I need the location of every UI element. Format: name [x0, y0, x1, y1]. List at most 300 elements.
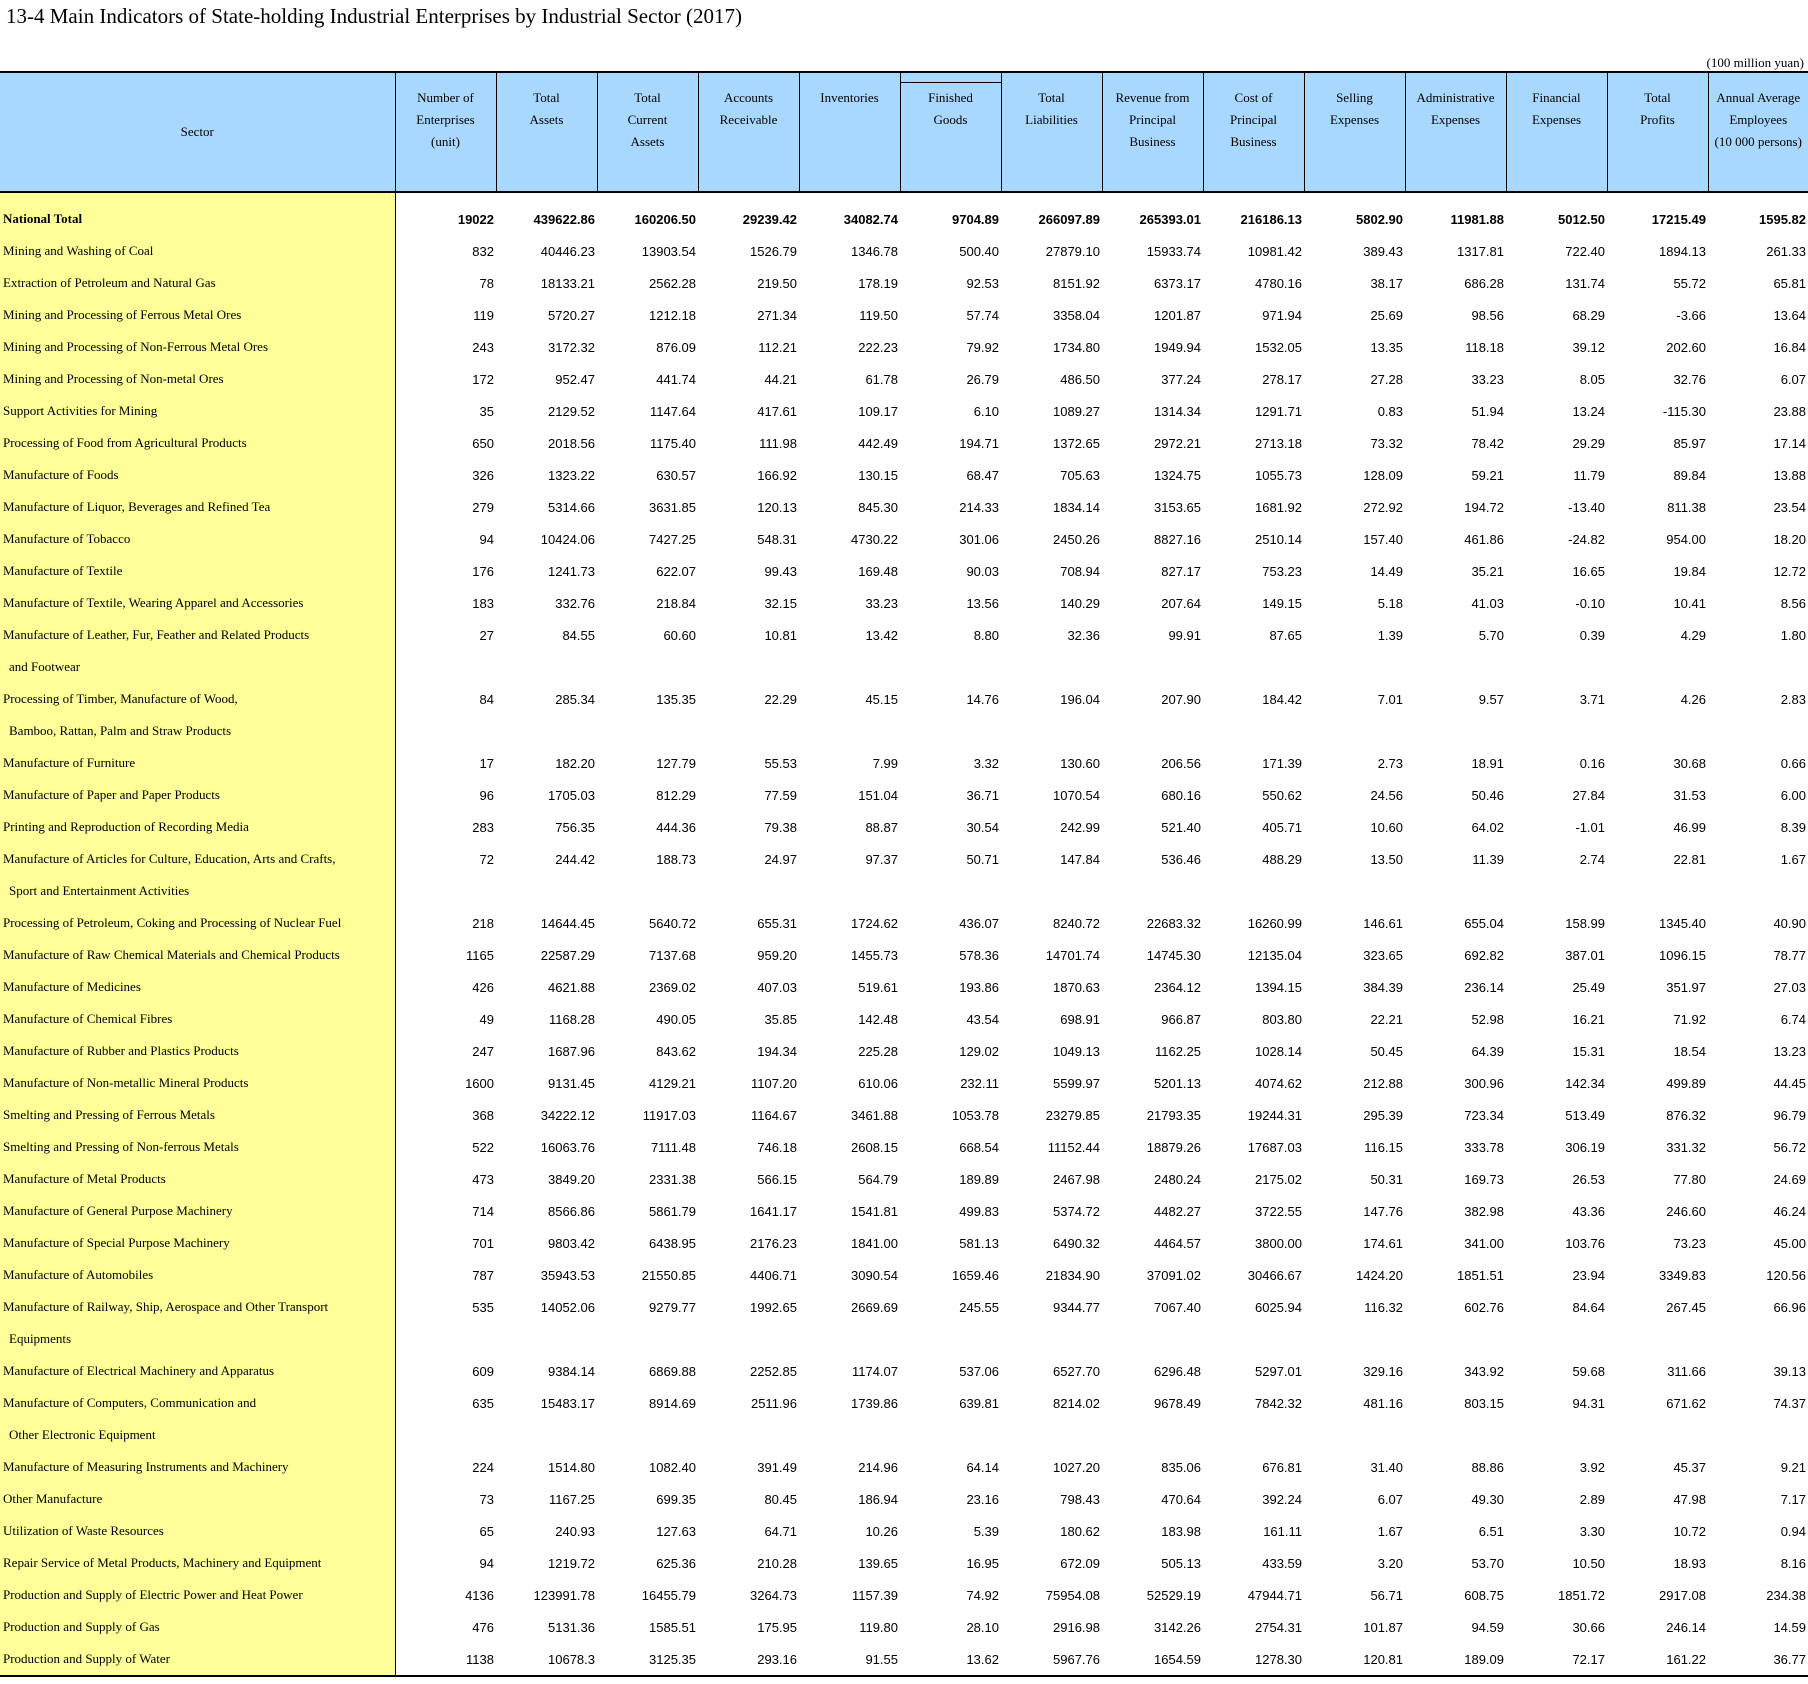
value-cell-inventories: 1455.73 [851, 947, 898, 963]
value-cell-selling: 147.76 [1363, 1203, 1403, 1219]
value-cell-receivable: 80.45 [764, 1491, 797, 1507]
value-cell-current_assets: 1585.51 [649, 1619, 696, 1635]
value-cell-inventories [799, 651, 900, 683]
sector-name: Manufacture of Non-metallic Mineral Products [0, 1067, 395, 1099]
table-row [0, 747, 1808, 779]
value-cell-inventories: 2608.15 [851, 1139, 898, 1155]
value-cell-current_assets: 490.05 [656, 1011, 696, 1027]
value-cell-financial: 142.34 [1565, 1075, 1605, 1091]
value-cell-admin: 382.98 [1464, 1203, 1504, 1219]
value-cell-revenue: 8827.16 [1154, 531, 1201, 547]
value-cell-total_assets: 1168.28 [548, 1011, 595, 1027]
column-header-line: Annual Average [1716, 90, 1801, 105]
value-cell-receivable: 271.34 [757, 307, 797, 323]
value-cell-liabilities: 27879.10 [1045, 243, 1100, 259]
table-body [0, 192, 1808, 1676]
value-cell-cost [1203, 715, 1304, 747]
value-cell-enterprises: 787 [472, 1267, 494, 1283]
value-cell-revenue: 7067.40 [1154, 1299, 1201, 1315]
value-cell-admin: 461.86 [1464, 531, 1504, 547]
value-cell-enterprises: 283 [472, 819, 494, 835]
value-cell-revenue: 1949.94 [1154, 339, 1201, 355]
table-row [0, 235, 1808, 267]
indicators-table [0, 71, 1808, 1677]
value-cell-enterprises: 535 [472, 1299, 494, 1315]
value-cell-receivable: 44.21 [764, 371, 797, 387]
value-cell-profits: -3.66 [1676, 307, 1706, 323]
table-row [0, 1067, 1808, 1099]
value-cell-profits: 351.97 [1666, 979, 1706, 995]
value-cell-admin: 608.75 [1464, 1587, 1504, 1603]
value-cell-total_assets: 240.93 [555, 1523, 595, 1539]
table-row [0, 1515, 1808, 1547]
value-cell-receivable: 10.81 [764, 627, 797, 643]
value-cell-selling: 10.60 [1370, 819, 1403, 835]
value-cell-admin: 5.70 [1478, 627, 1504, 643]
value-cell-liabilities: 14701.74 [1045, 947, 1100, 963]
value-cell-total_assets: 285.34 [555, 691, 595, 707]
value-cell-liabilities: 672.09 [1060, 1555, 1100, 1571]
value-cell-current_assets: 188.73 [656, 851, 696, 867]
value-cell-receivable: 548.31 [757, 531, 797, 547]
value-cell-inventories: 34082.74 [843, 211, 898, 227]
value-cell-financial: 94.31 [1572, 1395, 1605, 1411]
value-cell-enterprises: 609 [472, 1363, 494, 1379]
value-cell-finished_goods: 57.74 [966, 307, 999, 323]
column-header-line: Total [533, 90, 560, 105]
value-cell-employees: 6.07 [1780, 371, 1806, 387]
value-cell-cost: 3800.00 [1255, 1235, 1302, 1251]
value-cell-revenue: 37091.02 [1146, 1267, 1201, 1283]
value-cell-revenue: 99.91 [1168, 627, 1201, 643]
sector-name: Sport and Entertainment Activities [0, 875, 395, 907]
value-cell-inventories: 4730.22 [851, 531, 898, 547]
continuation-row [0, 1419, 1808, 1451]
value-cell-finished_goods: 668.54 [959, 1139, 999, 1155]
value-cell-revenue: 3142.26 [1154, 1619, 1201, 1635]
value-cell-financial: 306.19 [1565, 1139, 1605, 1155]
table-row [0, 1547, 1808, 1579]
value-cell-current_assets: 21550.85 [641, 1267, 696, 1283]
value-cell-admin: 11.39 [1472, 851, 1504, 867]
value-cell-receivable: 22.29 [764, 691, 797, 707]
value-cell-profits: 161.22 [1607, 1643, 1708, 1676]
value-cell-profits: 4.26 [1680, 691, 1706, 707]
sector-name: Manufacture of Measuring Instruments and Machinery [0, 1451, 395, 1483]
value-cell-receivable: 111.98 [759, 435, 797, 451]
value-cell-total_assets [496, 1419, 597, 1451]
value-cell-current_assets: 4129.21 [649, 1075, 696, 1091]
value-cell-financial: 2.74 [1579, 851, 1605, 867]
value-cell-current_assets: 2331.38 [649, 1171, 696, 1187]
column-header-admin [1405, 72, 1506, 192]
table-row [0, 843, 1808, 875]
value-cell-employees: 1.80 [1780, 627, 1806, 643]
value-cell-enterprises: 183 [472, 595, 494, 611]
value-cell-profits: 10.72 [1673, 1523, 1706, 1539]
value-cell-financial: 513.49 [1565, 1107, 1605, 1123]
value-cell-inventories: 109.17 [858, 403, 898, 419]
value-cell-liabilities: 1027.20 [1053, 1459, 1100, 1475]
table-row [0, 1163, 1808, 1195]
value-cell-admin: 1851.51 [1457, 1267, 1504, 1283]
column-header-line: Current [627, 112, 668, 127]
value-cell-liabilities: 1372.65 [1053, 435, 1100, 451]
value-cell-liabilities: 9344.77 [1053, 1299, 1100, 1315]
sector-name: Mining and Processing of Non-metal Ores [0, 363, 395, 395]
value-cell-revenue: 4482.27 [1154, 1203, 1201, 1219]
value-cell-revenue [1102, 1419, 1203, 1451]
value-cell-financial: 15.31 [1572, 1043, 1605, 1059]
sector-name: Manufacture of Special Purpose Machinery [0, 1227, 395, 1259]
value-cell-current_assets: 9279.77 [649, 1299, 696, 1315]
column-header-line: Business [1230, 134, 1277, 149]
value-cell-current_assets: 218.84 [656, 595, 696, 611]
value-cell-cost: 676.81 [1262, 1459, 1302, 1475]
value-cell-employees: 261.33 [1766, 243, 1806, 259]
column-header-profits [1607, 72, 1708, 192]
value-cell-cost: 4780.16 [1255, 275, 1302, 291]
value-cell-inventories: 1724.62 [851, 915, 898, 931]
value-cell-profits: 4.29 [1680, 627, 1706, 643]
sector-name: Production and Supply of Water [0, 1643, 395, 1676]
value-cell-finished_goods: 64.14 [966, 1459, 999, 1475]
value-cell-selling: 272.92 [1363, 499, 1403, 515]
column-header-line: Principal [1129, 112, 1176, 127]
value-cell-finished_goods: 500.40 [959, 243, 999, 259]
value-cell-receivable: 29239.42 [742, 211, 797, 227]
value-cell-profits: 10.41 [1673, 595, 1706, 611]
value-cell-financial: 13.24 [1572, 403, 1605, 419]
value-cell-inventories: 2669.69 [851, 1299, 898, 1315]
value-cell-finished_goods: 189.89 [959, 1171, 999, 1187]
value-cell-total_assets: 14644.45 [540, 915, 595, 931]
value-cell-admin: 64.39 [1471, 1043, 1504, 1059]
value-cell-revenue [1102, 1323, 1203, 1355]
value-cell-inventories: 33.23 [865, 595, 898, 611]
value-cell-inventories: 119.50 [859, 307, 898, 323]
value-cell-receivable: 24.97 [764, 851, 797, 867]
value-cell-liabilities [1001, 1323, 1102, 1355]
value-cell-revenue [1102, 875, 1203, 907]
value-cell-current_assets: 5861.79 [649, 1203, 696, 1219]
value-cell-revenue: 1162.25 [1154, 1043, 1201, 1059]
value-cell-inventories: 178.19 [858, 275, 898, 291]
value-cell-total_assets: 14052.06 [540, 1299, 595, 1315]
column-header-line: (unit) [431, 134, 460, 149]
value-cell-total_assets: 15483.17 [540, 1395, 595, 1411]
value-cell-enterprises: 832 [472, 243, 494, 259]
value-cell-enterprises: 72 [479, 851, 494, 867]
value-cell-enterprises: 172 [472, 371, 494, 387]
table-row [0, 939, 1808, 971]
value-cell-revenue: 2480.24 [1154, 1171, 1201, 1187]
value-cell-selling [1304, 875, 1405, 907]
value-cell-enterprises: 4136 [465, 1587, 494, 1603]
value-cell-employees: 13.64 [1773, 307, 1806, 323]
value-cell-current_assets: 843.62 [656, 1043, 696, 1059]
sector-name: National Total [0, 192, 395, 235]
value-cell-finished_goods: 43.54 [966, 1011, 999, 1027]
value-cell-enterprises: 73 [479, 1491, 494, 1507]
value-cell-admin [1405, 875, 1506, 907]
value-cell-total_assets [496, 875, 597, 907]
value-cell-revenue: 6373.17 [1154, 275, 1201, 291]
value-cell-inventories: 139.65 [858, 1555, 898, 1571]
value-cell-receivable [698, 1323, 799, 1355]
value-cell-selling: 38.17 [1370, 275, 1403, 291]
table-row [0, 1131, 1808, 1163]
value-cell-profits: 22.81 [1673, 851, 1706, 867]
value-cell-receivable: 35.85 [764, 1011, 797, 1027]
value-cell-selling: 27.28 [1370, 371, 1403, 387]
value-cell-profits: 954.00 [1666, 531, 1706, 547]
column-header-line: Number of [417, 90, 474, 105]
value-cell-finished_goods: 1659.46 [952, 1267, 999, 1283]
value-cell-inventories: 1739.86 [851, 1395, 898, 1411]
value-cell-selling: 31.40 [1370, 1459, 1403, 1475]
value-cell-selling: 157.40 [1363, 531, 1403, 547]
value-cell-financial [1506, 651, 1607, 683]
value-cell-inventories: 169.48 [858, 563, 898, 579]
value-cell-enterprises [395, 1419, 496, 1451]
value-cell-liabilities: 75954.08 [1045, 1587, 1100, 1603]
value-cell-financial: 43.36 [1572, 1203, 1605, 1219]
value-cell-enterprises: 714 [472, 1203, 494, 1219]
column-header-receivable [698, 72, 799, 192]
table-row [0, 1579, 1808, 1611]
value-cell-cost: 550.62 [1262, 787, 1302, 803]
column-header-revenue [1102, 72, 1203, 192]
value-cell-profits: 2917.08 [1659, 1587, 1706, 1603]
sector-name: Manufacture of Textile [0, 555, 395, 587]
value-cell-profits: 18.54 [1673, 1043, 1706, 1059]
value-cell-enterprises: 476 [472, 1619, 494, 1635]
column-header-employees [1708, 72, 1808, 192]
value-cell-total_assets: 2018.56 [548, 435, 595, 451]
value-cell-current_assets: 441.74 [656, 371, 696, 387]
value-cell-admin: 343.92 [1464, 1363, 1504, 1379]
value-cell-cost: 19244.31 [1247, 1107, 1302, 1123]
value-cell-receivable [698, 875, 799, 907]
value-cell-finished_goods: 499.83 [959, 1203, 999, 1219]
column-header-sector [0, 72, 395, 192]
value-cell-revenue: 827.17 [1161, 563, 1201, 579]
value-cell-inventories: 130.15 [858, 467, 898, 483]
value-cell-receivable: 293.16 [698, 1643, 799, 1676]
sector-name: Manufacture of Computers, Communication and [0, 1387, 395, 1419]
value-cell-current_assets: 1212.18 [649, 307, 696, 323]
table-row [0, 1643, 1808, 1676]
value-cell-financial [1506, 1419, 1607, 1451]
value-cell-current_assets [597, 1323, 698, 1355]
sector-name: Production and Supply of Electric Power and Heat Power [0, 1579, 395, 1611]
column-header-finished_goods [900, 72, 1001, 192]
value-cell-receivable: 112.21 [758, 339, 797, 355]
value-cell-enterprises: 473 [472, 1171, 494, 1187]
value-cell-liabilities: 5599.97 [1053, 1075, 1100, 1091]
value-cell-enterprises: 84 [479, 691, 494, 707]
value-cell-finished_goods: 13.56 [966, 595, 999, 611]
value-cell-profits: 1894.13 [1659, 243, 1706, 259]
value-cell-selling: 323.65 [1363, 947, 1403, 963]
value-cell-enterprises [395, 875, 496, 907]
value-cell-cost: 47944.71 [1247, 1587, 1302, 1603]
value-cell-selling: 73.32 [1370, 435, 1403, 451]
value-cell-cost: 6025.94 [1255, 1299, 1302, 1315]
value-cell-revenue: 505.13 [1161, 1555, 1201, 1571]
continuation-row [0, 1323, 1808, 1355]
value-cell-finished_goods: 26.79 [966, 371, 999, 387]
sector-name: Manufacture of Paper and Paper Products [0, 779, 395, 811]
column-header-inventories [799, 72, 900, 192]
value-cell-employees: 65.81 [1773, 275, 1806, 291]
value-cell-employees [1708, 1323, 1808, 1355]
column-header-line: Employees [1729, 112, 1788, 127]
value-cell-current_assets: 1147.64 [649, 403, 696, 419]
value-cell-financial: 2.89 [1579, 1491, 1605, 1507]
value-cell-receivable [698, 715, 799, 747]
sector-name: Equipments [0, 1323, 395, 1355]
value-cell-finished_goods [900, 1419, 1001, 1451]
value-cell-receivable: 219.50 [757, 275, 797, 291]
table-row [0, 1099, 1808, 1131]
value-cell-financial: 1851.72 [1558, 1587, 1605, 1603]
table-row [0, 299, 1808, 331]
value-cell-cost: 12135.04 [1247, 947, 1302, 963]
value-cell-current_assets [597, 875, 698, 907]
sector-name: Manufacture of Articles for Culture, Education, Arts and Crafts, [0, 843, 395, 875]
continuation-row [0, 715, 1808, 747]
value-cell-profits: 47.98 [1673, 1491, 1706, 1507]
value-cell-financial: 10.50 [1572, 1555, 1605, 1571]
value-cell-revenue: 1314.34 [1154, 403, 1201, 419]
value-cell-financial: 3.92 [1579, 1459, 1605, 1475]
value-cell-total_assets: 952.47 [555, 371, 595, 387]
value-cell-inventories: 7.99 [872, 755, 898, 771]
value-cell-inventories: 97.37 [865, 851, 898, 867]
sector-name: Support Activities for Mining [0, 395, 395, 427]
value-cell-admin: 88.86 [1471, 1459, 1504, 1475]
value-cell-total_assets: 10678.3 [496, 1643, 597, 1676]
value-cell-employees: 6.00 [1780, 787, 1806, 803]
table-row [0, 1355, 1808, 1387]
value-cell-inventories: 564.79 [858, 1171, 898, 1187]
value-cell-total_assets: 10424.06 [540, 531, 595, 547]
value-cell-employees: 12.72 [1773, 563, 1806, 579]
value-cell-finished_goods: 194.71 [959, 435, 999, 451]
value-cell-financial: -24.82 [1568, 531, 1605, 547]
value-cell-enterprises: 35 [479, 403, 494, 419]
value-cell-admin: 602.76 [1464, 1299, 1504, 1315]
column-header-line: Assets [630, 134, 665, 149]
value-cell-liabilities: 798.43 [1060, 1491, 1100, 1507]
continuation-row [0, 651, 1808, 683]
value-cell-profits: 876.32 [1666, 1107, 1706, 1123]
value-cell-current_assets: 13903.54 [641, 243, 696, 259]
value-cell-current_assets: 2369.02 [649, 979, 696, 995]
table-row [0, 1003, 1808, 1035]
value-cell-liabilities [1001, 715, 1102, 747]
value-cell-admin: 33.23 [1471, 371, 1504, 387]
value-cell-selling: 1.39 [1377, 627, 1403, 643]
value-cell-selling: 101.87 [1363, 1619, 1403, 1635]
sector-name: Manufacture of General Purpose Machinery [0, 1195, 395, 1227]
value-cell-employees: 27.03 [1773, 979, 1806, 995]
value-cell-financial: 39.12 [1572, 339, 1605, 355]
value-cell-selling: 7.01 [1377, 691, 1403, 707]
value-cell-cost [1203, 1419, 1304, 1451]
value-cell-revenue: 22683.32 [1146, 915, 1201, 931]
value-cell-enterprises: 1138 [395, 1643, 496, 1676]
value-cell-finished_goods: 14.76 [966, 691, 999, 707]
table-row [0, 1227, 1808, 1259]
value-cell-enterprises: 368 [472, 1107, 494, 1123]
value-cell-admin: 41.03 [1471, 595, 1504, 611]
value-cell-total_assets [496, 715, 597, 747]
value-cell-finished_goods: 537.06 [959, 1363, 999, 1379]
value-cell-profits: 30.68 [1673, 755, 1706, 771]
value-cell-total_assets: 182.20 [555, 755, 595, 771]
table-row [0, 555, 1808, 587]
value-cell-receivable: 32.15 [764, 595, 797, 611]
value-cell-current_assets: 876.09 [656, 339, 696, 355]
value-cell-inventories: 61.78 [865, 371, 898, 387]
value-cell-financial: -0.10 [1575, 595, 1605, 611]
column-header-line: Assets [529, 112, 564, 127]
sector-name: Manufacture of Medicines [0, 971, 395, 1003]
column-header-line: Inventories [820, 90, 879, 105]
value-cell-admin: 655.04 [1464, 915, 1504, 931]
value-cell-selling: 1.67 [1377, 1523, 1403, 1539]
value-cell-selling: 25.69 [1370, 307, 1403, 323]
table-row [0, 459, 1808, 491]
value-cell-profits: 246.14 [1666, 1619, 1706, 1635]
value-cell-receivable: 55.53 [764, 755, 797, 771]
value-cell-profits: 1096.15 [1659, 947, 1706, 963]
value-cell-selling [1304, 715, 1405, 747]
value-cell-inventories: 610.06 [858, 1075, 898, 1091]
table-row [0, 1035, 1808, 1067]
sector-name: Manufacture of Liquor, Beverages and Refined Tea [0, 491, 395, 523]
sector-name: Mining and Processing of Non-Ferrous Metal Ores [0, 331, 395, 363]
column-header-line: Finished [928, 90, 973, 105]
value-cell-finished_goods: 50.71 [966, 851, 999, 867]
value-cell-finished_goods: 436.07 [959, 915, 999, 931]
value-cell-inventories: 142.48 [858, 1011, 898, 1027]
value-cell-receivable: 1992.65 [750, 1299, 797, 1315]
value-cell-cost: 184.42 [1262, 691, 1302, 707]
value-cell-total_assets: 244.42 [555, 851, 595, 867]
value-cell-admin: 194.72 [1464, 499, 1504, 515]
value-cell-financial [1506, 875, 1607, 907]
sector-name: Manufacture of Textile, Wearing Apparel and Accessories [0, 587, 395, 619]
value-cell-employees: 1.67 [1780, 851, 1806, 867]
value-cell-cost [1203, 875, 1304, 907]
value-cell-revenue: 2364.12 [1154, 979, 1201, 995]
value-cell-receivable: 2252.85 [750, 1363, 797, 1379]
value-cell-admin: 9.57 [1478, 691, 1504, 707]
value-cell-enterprises: 243 [472, 339, 494, 355]
value-cell-liabilities: 140.29 [1060, 595, 1100, 611]
value-cell-profits: 246.60 [1666, 1203, 1706, 1219]
value-cell-financial: 0.39 [1579, 627, 1605, 643]
sector-name: Manufacture of Rubber and Plastics Products [0, 1035, 395, 1067]
value-cell-total_assets: 1514.80 [548, 1459, 595, 1475]
value-cell-current_assets: 5640.72 [649, 915, 696, 931]
value-cell-receivable: 4406.71 [750, 1267, 797, 1283]
value-cell-selling: 120.81 [1304, 1643, 1405, 1676]
